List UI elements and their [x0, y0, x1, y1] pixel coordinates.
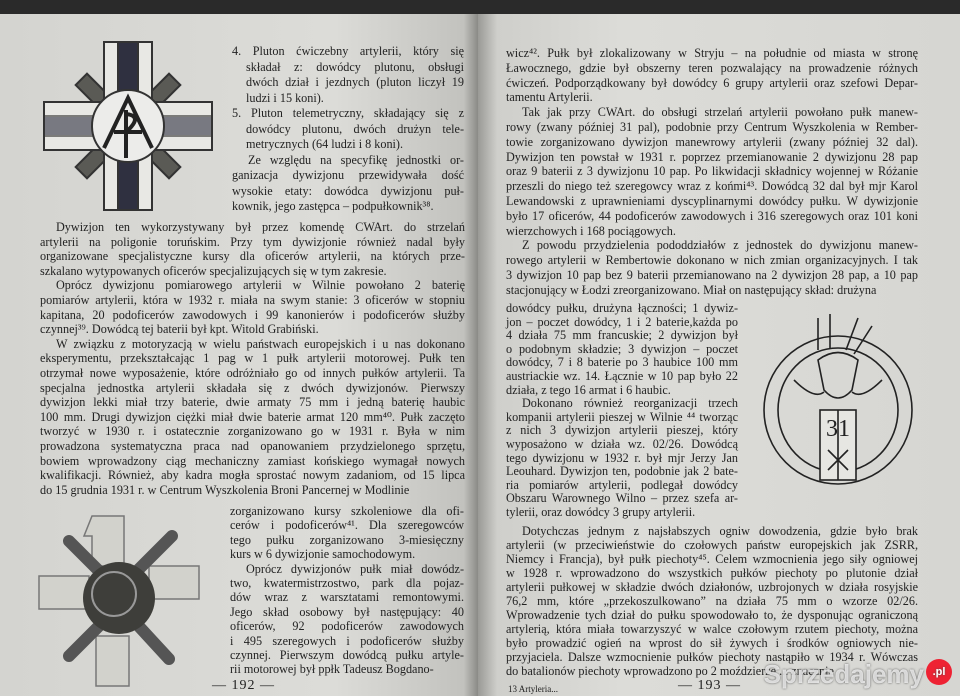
- text-line: artylerii pułkowej w składzie dwóch działonów, uzbrojonych w działa rosyjskie: [506, 580, 918, 594]
- text-line: metrycznych (64 ludzi i 8 koni).: [246, 137, 404, 151]
- text-line: Leouhard. Dywizjon ten, podobnie jak 2 bate-: [506, 464, 738, 479]
- text-line: Wprowadzenie tych dział do pułku spowodowało to, że dysponując ograniczoną: [506, 608, 918, 622]
- text-line: Lewandowski z uprawnieniami dyscyplinarnymi dowódcy pułku. W dywizjonie: [506, 193, 918, 208]
- text-line: kapitana, 20 podoficerów zawodowych i 99 kanonierów i podoficerów służby: [40, 307, 465, 322]
- text-line: rowego artylerii w Rembertowie dokonano w nich zmian organizacyjnych. I tak: [506, 253, 918, 268]
- text-line: 76,2 mm, które „przekoszulkowano” na działa 75 mm o wzorze 02/26.: [506, 594, 918, 608]
- text-line: austriackie wz. 14. Łącznie w 10 pap było 22: [506, 368, 738, 383]
- text-line: Z powodu przydzielenia pododdziałów z jednostek do dywizjonu manew-: [522, 238, 918, 253]
- text-line: zorganizowano kursy szkoleniowe dla ofi-: [230, 504, 464, 518]
- text-line: two, kwatermistrzostwo, park dla pojaz-: [230, 575, 464, 590]
- text-line: wicz⁴². Pułk był zlokalizowany w Stryju – na południe od miasta w stronę: [506, 46, 918, 60]
- text-line: pomiarów artylerii, która w 1932 r. miała na swym stanie: 3 oficerów w stopniu: [40, 292, 465, 307]
- text-line: było prowadzić ogień na wprost do sił żywych i środków ogniowych nie-: [506, 636, 918, 650]
- text-line: bowiem wprowadzony ciąg mechaniczny zamiast końskiego wymagał nowych: [40, 453, 465, 468]
- text-line: Obszaru Warownego Wilno – przez szefa ar-: [506, 491, 738, 506]
- text-line: oficerów, 92 podoficerów zawodowych: [230, 619, 464, 634]
- left-page: [0, 14, 478, 696]
- text-line: Dokonano również reorganizacji trzech: [522, 396, 738, 411]
- text-line: Ławocznego, gdzie był obszerny teren pozwalający na prowadzenie różnych: [506, 60, 918, 75]
- text-line: wierzchowych i 168 pociągowych.: [506, 223, 676, 238]
- page-number: — 193 —: [678, 678, 741, 693]
- artillery-cross-badge-image: [42, 40, 214, 212]
- text-block-beside-badge: [232, 44, 464, 215]
- text-line: wysokie etaty: dowódca dywizjonu puł-: [232, 183, 464, 198]
- text-block-beside-lower-badge: [230, 504, 464, 677]
- text-line: 4. Pluton ćwiczebny artylerii, który się: [232, 44, 464, 58]
- text-block-beside-badge: [506, 302, 738, 520]
- text-line: dów wraz z warsztatami remontowymi.: [230, 590, 464, 605]
- text-line: specjalna jednostka artylerii składała się z dwóch dywizjonów. Pierwszy: [40, 380, 465, 395]
- text-line: 4 działa 75 mm francuskie; 2 dywizjon był: [506, 328, 738, 343]
- text-line: było 17 oficerów, 44 podoficerów zawodowych i 316 szeregowych oraz 101 koni: [506, 208, 918, 223]
- regiment-31-badge-image: [754, 310, 922, 490]
- text-line: przyjaciela. Dalsze wzmocnienie pułków piechoty nastąpiło w 1934 r. Wówczas: [506, 650, 918, 664]
- badge-number: 31: [826, 416, 850, 442]
- text-line: ganizacja dywizjonu przewidywała dość: [232, 168, 464, 182]
- right-page: [478, 14, 960, 696]
- text-line: Dywizjon ten powstał w 1931 r. poprzez przemianowanie 2 dywizjonu 28 pap: [506, 149, 918, 164]
- text-line: dwóch dział i jezdnych (pluton liczył 19: [246, 75, 464, 89]
- text-line: Niemcy i Francja), był pułk piechoty⁴⁵. Celem wzmocnienia jego siły ogniowej: [506, 552, 918, 566]
- text-line: kwalifikacji. Również, aby kadra mogła sprostać nowym zadaniom, od 15 lipca: [40, 468, 465, 483]
- text-line: kurs w 6 dywizjonie samochodowym.: [230, 547, 416, 562]
- text-line: 100 mm. Drugi dywizjon ciężki miał dwie baterie armat 120 mm⁴⁰. Pułk zaczęto: [40, 409, 465, 424]
- text-line: dywizjon lekki miał trzy baterie, dwie armaty 75 mm i jedną baterię haubic: [40, 395, 465, 410]
- text-line: do 15 grudnia 1931 r. w Centrum Wyszkolenia Broni Pancernej w Modlinie: [40, 482, 410, 497]
- text-line: artylerii na poligonie toruńskim. Przy tym dywizjonie również nadal były: [40, 234, 465, 249]
- page-number: — 192 —: [212, 678, 275, 693]
- text-line: cerów i podoficerów⁴¹. Dla szeregowców: [230, 518, 464, 533]
- text-line: Dotychczas jednym z najsłabszych ogniw dowodzenia, gdzie było brak: [522, 524, 918, 538]
- text-line: z nich 3 dywizjon artylerii pieszej, który: [506, 423, 738, 438]
- text-block-full-width-bottom: [506, 524, 918, 678]
- text-line: kompanii artylerii pieszej w Wilnie ⁴⁴ tworząc: [506, 409, 738, 424]
- text-line: eksperymentu, przekształcając 1 pag w 1 pułk artylerii motorowej. Pułk ten: [40, 351, 465, 366]
- text-line: do batalionów piechoty wprowadzono po 2 moździerze ... znacznie: [506, 664, 834, 678]
- text-line: wyposażono w działa wz. 02/26. Dowódcą: [506, 436, 738, 451]
- text-line: jon – poczet dowódcy, 1 i 2 baterie,każda po: [506, 314, 738, 329]
- text-line: stacjonujący w Łodzi zreorganizowano. Miał on następujący skład: drużyna: [506, 282, 877, 297]
- text-line: ćwiczeń. Podporządkowany był dowódcy 6 grupy artylerii oraz szefowi Depar-: [506, 75, 918, 90]
- text-line: szkalano wytypowanych oficerów specjalizujących się w tym zakresie.: [40, 263, 387, 278]
- text-line: W związku z motoryzacją w wielu państwach europejskich i u nas dokonano: [56, 336, 465, 351]
- text-line: otrzymał nowe wyposażenie, które odróżniało go od innych pułków artylerii. Ta: [40, 365, 465, 380]
- text-line: przeszli do niego też szeregowcy wraz z końmi⁴³. Dowódcą 32 dal był mjr Karol: [506, 179, 918, 194]
- text-line: rii motorowej był ppłk Tadeusz Bogdano-: [230, 662, 434, 677]
- text-line: ria pomiarów artylerii, podlegał dowódcy: [506, 477, 738, 492]
- text-line: tylerii, oraz dowódcy 3 grupy artylerii.: [506, 504, 696, 519]
- text-line: w 1928 r. wprowadzono do wszystkich pułków piechoty po plutonie dział: [506, 566, 918, 580]
- text-block-full-width-top: [506, 46, 918, 298]
- watermark: [764, 659, 952, 690]
- text-line: Oprócz dywizjonów pułk miał dowódz-: [246, 561, 464, 576]
- text-line: Jego skład osobowy był następujący: 40: [230, 604, 464, 619]
- text-line: składał z: dowódcy plutonu, obsługi: [246, 59, 464, 74]
- watermark-text: Sprzedajemy: [763, 659, 924, 689]
- watermark-badge: .pl: [926, 659, 952, 685]
- text-line: Ze względu na specyfikę jednostki or-: [248, 152, 464, 167]
- text-line: prowadzona systematyczna praca nad opanowaniem przydzielonego sprzętu,: [40, 438, 465, 453]
- text-line: dowódcy plutonu, dwóch drużyn tele-: [246, 121, 464, 136]
- text-line: działa, z tego 16 armat i 6 haubic.: [506, 382, 671, 397]
- text-line: dowódcy pułku, drużyna łączności; 1 dywiz-: [506, 301, 738, 315]
- motor-artillery-badge-image: [34, 511, 204, 691]
- text-line: 5. Pluton telemetryczny, składający się z: [232, 106, 464, 120]
- text-block-full-width: [40, 220, 465, 497]
- text-line: ludzi i 15 koni).: [246, 90, 324, 105]
- footer-signature-note: 13 Artyleria...: [508, 684, 558, 694]
- text-line: czynnej. Pierwszym dowódcą pułku artyle-: [230, 647, 464, 662]
- text-line: Oprócz dywizjonu pomiarowego artylerii w Wilnie powołano 2 baterię: [56, 278, 465, 293]
- text-line: rowy (zwany później 31 pal), podobnie przy Centrum Wyszkolenia w Rember-: [506, 119, 918, 134]
- text-line: tworzyć w 1930 r. i ostatecznie zorganizowano go w 1931 r. Była w nim: [40, 424, 465, 439]
- text-line: o podobnym składzie; 3 dywizjon – poczet: [506, 341, 738, 356]
- text-line: artylerią, która miała towarzyszyć w walce czołowym rzutem piechoty, można: [506, 622, 918, 636]
- text-line: tego dywizjonu w 1932 r. był mjr Jerzy Jan: [506, 450, 738, 465]
- text-line: tego pułku zorganizowano 3-miesięczny: [230, 532, 464, 547]
- text-line: oraz 9 baterii z 3 dywizjonu 10 pap. Po likwidacji składnicy wojennej w Różanie: [506, 164, 918, 179]
- text-line: czynnej³⁹. Dowódcą tej baterii był kpt. Witold Grabiński.: [40, 322, 319, 337]
- text-line: kownik, jego zastępca – podpułkownik³⁸.: [232, 199, 434, 213]
- text-line: organizowane specjalistyczne kursy dla oficerów artylerii, na których prze-: [40, 249, 465, 264]
- text-line: tamentu Artylerii.: [506, 90, 593, 105]
- text-line: Tak jak przy CWArt. do obsługi strzelań artylerii powołano pułk manew-: [522, 105, 918, 120]
- text-line: dowódcy, 7 i 8 baterie po 3 haubice 100 mm: [506, 355, 738, 370]
- text-line: Dywizjon ten wykorzystywany był przez komendę CWArt. do strzelań: [56, 220, 465, 234]
- text-line: towie zorganizowano dywizjon manewrowy artylerii (zwany później 32 dal).: [506, 134, 918, 149]
- text-line: artylerii (w przeciwieństwie do czołowych państw europejskich jak ZSRR,: [506, 538, 918, 552]
- text-line: 3 dywizjon 10 pap bez 9 baterii przemianowano na 2 dywizjon 28 pap, a 10 pap: [506, 267, 918, 282]
- text-line: i 495 szeregowych i podoficerów służby: [230, 633, 464, 648]
